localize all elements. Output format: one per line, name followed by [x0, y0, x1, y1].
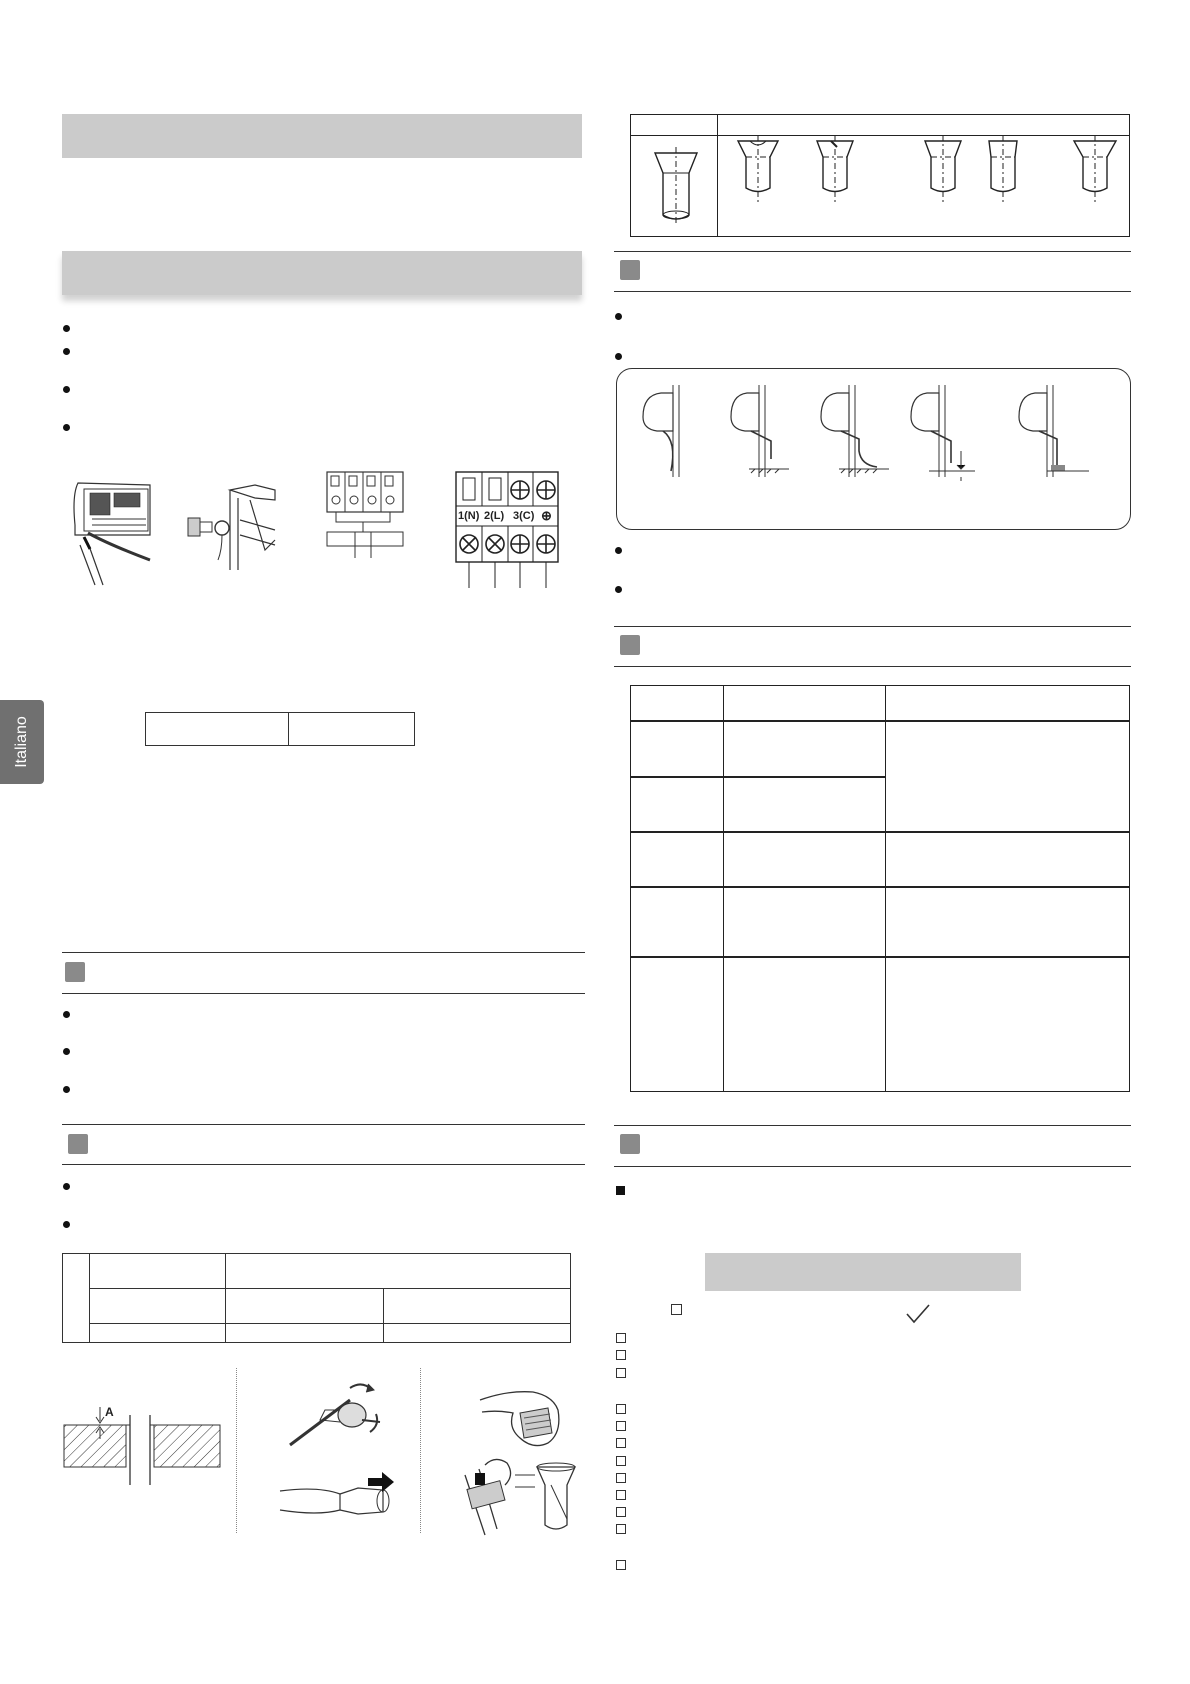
wire-spec-table — [145, 712, 415, 746]
checkbox-icon[interactable] — [616, 1421, 626, 1431]
table-cell — [384, 1289, 571, 1324]
section-square-icon — [68, 1134, 88, 1154]
terminal-label-l: 2(L) — [484, 510, 505, 522]
checkbox-icon[interactable] — [616, 1350, 626, 1360]
bullet-icon — [63, 1048, 70, 1055]
terminal-label-n: 1(N) — [458, 510, 480, 522]
bullet-icon — [63, 1011, 70, 1018]
pipe-cutter-illustration — [280, 1380, 400, 1450]
square-bullet-icon — [616, 1186, 625, 1195]
section-rule-bottom — [62, 993, 585, 994]
section-rule-bottom — [614, 1166, 1131, 1167]
checkbox-icon[interactable] — [616, 1490, 626, 1500]
checkbox-icon[interactable] — [616, 1560, 626, 1570]
checkbox-icon[interactable] — [671, 1304, 682, 1315]
language-tab[interactable]: Italiano — [0, 700, 44, 784]
table-cell — [63, 1254, 90, 1343]
checkbox-icon[interactable] — [616, 1404, 626, 1414]
section-rule-top — [62, 952, 585, 953]
checkbox-icon[interactable] — [616, 1438, 626, 1448]
section-square-icon — [620, 635, 640, 655]
terminal-label-c: 3(C) — [513, 510, 535, 522]
section-rule-top — [62, 1124, 585, 1125]
bullet-icon — [615, 547, 622, 554]
indoor-unit-cover-illustration — [70, 475, 160, 590]
table-cell — [226, 1289, 384, 1324]
bullet-icon — [615, 313, 622, 320]
section-rule-top — [614, 1125, 1131, 1126]
section-square-icon — [65, 962, 85, 982]
bullet-icon — [63, 1086, 70, 1093]
checklist-banner — [705, 1253, 1021, 1291]
table-cell — [90, 1289, 226, 1324]
checkbox-icon[interactable] — [616, 1473, 626, 1483]
bullet-icon — [63, 424, 70, 431]
bullet-icon — [63, 1221, 70, 1228]
checkbox-icon[interactable] — [616, 1524, 626, 1534]
section-rule-bottom — [614, 666, 1131, 667]
section-rule-bottom — [614, 291, 1131, 292]
section-banner-electrical — [62, 251, 582, 295]
bullet-icon — [63, 386, 70, 393]
checkbox-icon[interactable] — [616, 1456, 626, 1466]
bullet-icon — [615, 353, 622, 360]
check-table — [630, 685, 1130, 1092]
checkmark-icon — [905, 1303, 931, 1325]
terminal-strip-illustration — [325, 470, 405, 560]
flare-label-a: A — [105, 1405, 114, 1419]
flare-dimension-table — [62, 1253, 571, 1343]
section-square-icon — [620, 260, 640, 280]
section-rule-top — [614, 626, 1131, 627]
section-rule-bottom — [62, 1164, 585, 1165]
bullet-icon — [615, 586, 622, 593]
bullet-icon — [63, 348, 70, 355]
checkbox-icon[interactable] — [616, 1368, 626, 1378]
flare-comparison-table — [630, 114, 1130, 237]
divider — [420, 1368, 421, 1533]
section-rule-top — [614, 251, 1131, 252]
bullet-icon — [63, 1183, 70, 1190]
table-cell — [90, 1324, 226, 1343]
table-cell — [226, 1254, 571, 1289]
hand-deburring-illustration — [478, 1378, 568, 1453]
terminal-block-illustration — [455, 470, 560, 590]
flare-depth-illustration — [62, 1395, 222, 1490]
checkbox-icon[interactable] — [616, 1333, 626, 1343]
section-square-icon — [620, 1134, 640, 1154]
top-banner-left — [62, 114, 582, 158]
divider — [236, 1368, 237, 1533]
table-cell — [146, 713, 289, 746]
bullet-icon — [63, 325, 70, 332]
flare-tool-illustration — [455, 1455, 605, 1535]
table-cell — [226, 1324, 384, 1343]
terminal-label-ground: ⊕ — [541, 508, 552, 523]
drain-hose-illustrations — [616, 368, 1131, 530]
table-cell — [384, 1324, 571, 1343]
checkbox-icon[interactable] — [616, 1507, 626, 1517]
reamer-illustration — [278, 1476, 398, 1521]
table-cell — [90, 1254, 226, 1289]
table-cell — [289, 713, 415, 746]
cable-clamp-screw-illustration — [180, 480, 290, 580]
